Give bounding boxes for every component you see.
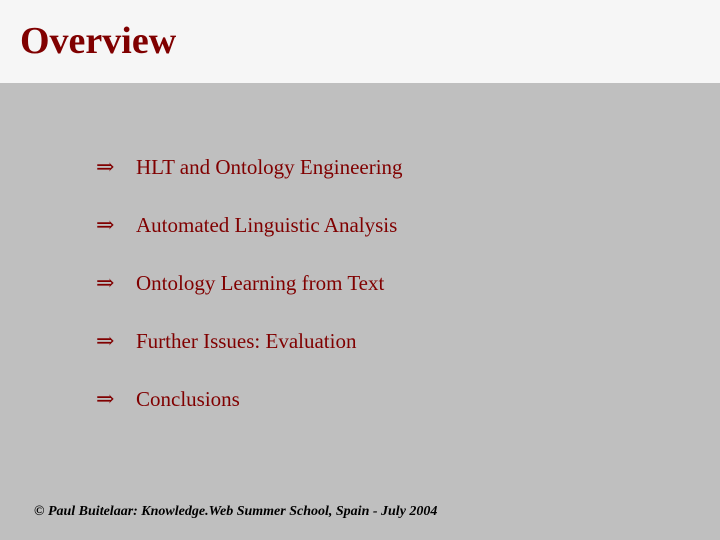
bullet-list (96, 138, 403, 428)
double-arrow-icon: ⇒ (96, 154, 115, 179)
bullet-text: Ontology Learning from Text (136, 270, 385, 295)
slide-header (0, 0, 720, 83)
double-arrow-icon: ⇒ (96, 212, 115, 237)
bullet-text: Conclusions (136, 386, 240, 411)
bullet-text: Further Issues: Evaluation (136, 328, 357, 353)
double-arrow-icon: ⇒ (96, 270, 115, 295)
slide-footer: © Paul Buitelaar: Knowledge.Web Summer School, Spain - July 2004 (34, 504, 438, 519)
double-arrow-icon: ⇒ (96, 328, 115, 353)
bullet-item (96, 138, 403, 196)
bullet-item (96, 370, 403, 428)
bullet-item (96, 254, 403, 312)
double-arrow-icon: ⇒ (96, 386, 115, 411)
bullet-text: Automated Linguistic Analysis (136, 212, 398, 237)
bullet-text: HLT and Ontology Engineering (136, 154, 403, 179)
bullet-item (96, 312, 403, 370)
slide-title: Overview (20, 20, 177, 62)
bullet-item (96, 196, 403, 254)
